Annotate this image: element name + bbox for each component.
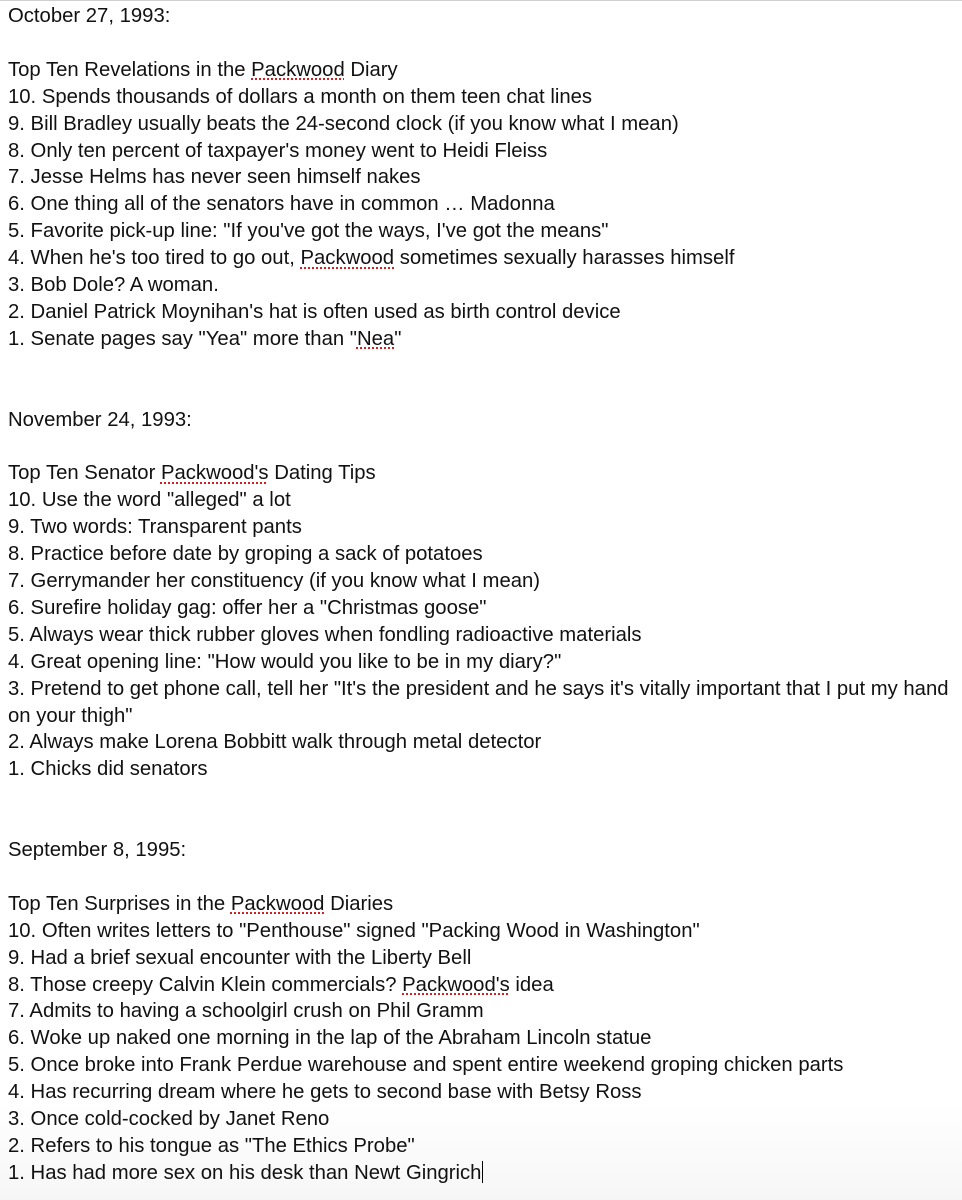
spellcheck-underline: Packwood xyxy=(251,58,345,81)
list-item: 1. Has had more sex on his desk than Newt Gingrich xyxy=(8,1161,482,1184)
list-item: 4. Has recurring dream where he gets to second base with Betsy Ross xyxy=(8,1081,642,1104)
blank-line xyxy=(8,864,962,891)
list-item: 4. Great opening line: "How would you like to be in my diary?" xyxy=(8,650,562,673)
section-3-date: September 8, 1995: xyxy=(8,839,187,862)
spellcheck-underline: Packwood xyxy=(300,247,395,270)
blank-line xyxy=(8,433,962,460)
list-item: 2. Refers to his tongue as "The Ethics Probe" xyxy=(8,1134,415,1157)
list-item: 1. Senate pages say "Yea" more than "Nea" xyxy=(8,327,402,350)
blank-line xyxy=(8,30,962,57)
list-item: 6. One thing all of the senators have in common … Madonna xyxy=(8,193,555,216)
spellcheck-underline: Packwood xyxy=(230,892,325,915)
list-item: 5. Always wear thick rubber gloves when fondling radioactive materials xyxy=(8,623,642,646)
text-cursor xyxy=(482,1161,483,1183)
section-2-date: November 24, 1993: xyxy=(8,408,192,431)
section-2-title: Top Ten Senator Packwood's Dating Tips xyxy=(8,462,376,485)
list-item: 6. Surefire holiday gag: offer her a "Christmas goose" xyxy=(8,596,487,619)
list-item: 1. Chicks did senators xyxy=(8,758,208,781)
section-1-title: Top Ten Revelations in the Packwood Diary xyxy=(8,58,398,81)
list-item: 7. Admits to having a schoolgirl crush on Phil Gramm xyxy=(8,1000,484,1023)
list-item: 3. Bob Dole? A woman. xyxy=(8,274,219,297)
list-item: 5. Favorite pick-up line: "If you've got the ways, I've got the means" xyxy=(8,220,609,243)
blank-lines xyxy=(8,783,962,837)
list-item: 10. Spends thousands of dollars a month on them teen chat lines xyxy=(8,85,593,108)
list-item: 2. Always make Lorena Bobbitt walk through metal detector xyxy=(8,731,542,754)
list-item: 6. Woke up naked one morning in the lap of the Abraham Lincoln statue xyxy=(8,1027,652,1050)
list-item: 10. Use the word "alleged" a lot xyxy=(8,489,291,512)
list-item: 9. Two words: Transparent pants xyxy=(8,516,302,539)
section-1-date: October 27, 1993: xyxy=(8,5,171,27)
spellcheck-underline: Nea xyxy=(356,327,395,350)
list-item: 5. Once broke into Frank Perdue warehouse and spent entire weekend groping chicken parts xyxy=(8,1054,844,1077)
list-item: 10. Often writes letters to "Penthouse" signed "Packing Wood in Washington" xyxy=(8,919,700,942)
list-item: 7. Gerrymander her constituency (if you know what I mean) xyxy=(8,569,541,592)
section-3-title: Top Ten Surprises in the Packwood Diaries xyxy=(8,892,394,915)
list-item: 7. Jesse Helms has never seen himself nakes xyxy=(8,166,421,189)
spellcheck-underline: Packwood's xyxy=(160,462,269,485)
spellcheck-underline: Packwood's xyxy=(402,973,510,996)
list-item: 9. Had a brief sexual encounter with the Liberty Bell xyxy=(8,946,472,969)
blank-lines xyxy=(8,353,962,407)
list-item: 3. Once cold-cocked by Janet Reno xyxy=(8,1108,330,1131)
list-item: 4. When he's too tired to go out, Packwood sometimes sexually harasses himself xyxy=(8,247,735,270)
list-item: 8. Only ten percent of taxpayer's money went to Heidi Fleiss xyxy=(8,139,548,162)
list-item: 8. Those creepy Calvin Klein commercials? Packwood's idea xyxy=(8,973,554,996)
list-item: 3. Pretend to get phone call, tell her "It's the president and he says it's vitally important that I put my hand on your thigh" xyxy=(8,677,949,727)
list-item: 8. Practice before date by groping a sack of potatoes xyxy=(8,543,483,566)
list-item: 2. Daniel Patrick Moynihan's hat is often used as birth control device xyxy=(8,300,621,323)
list-item: 9. Bill Bradley usually beats the 24-second clock (if you know what I mean) xyxy=(8,112,679,135)
